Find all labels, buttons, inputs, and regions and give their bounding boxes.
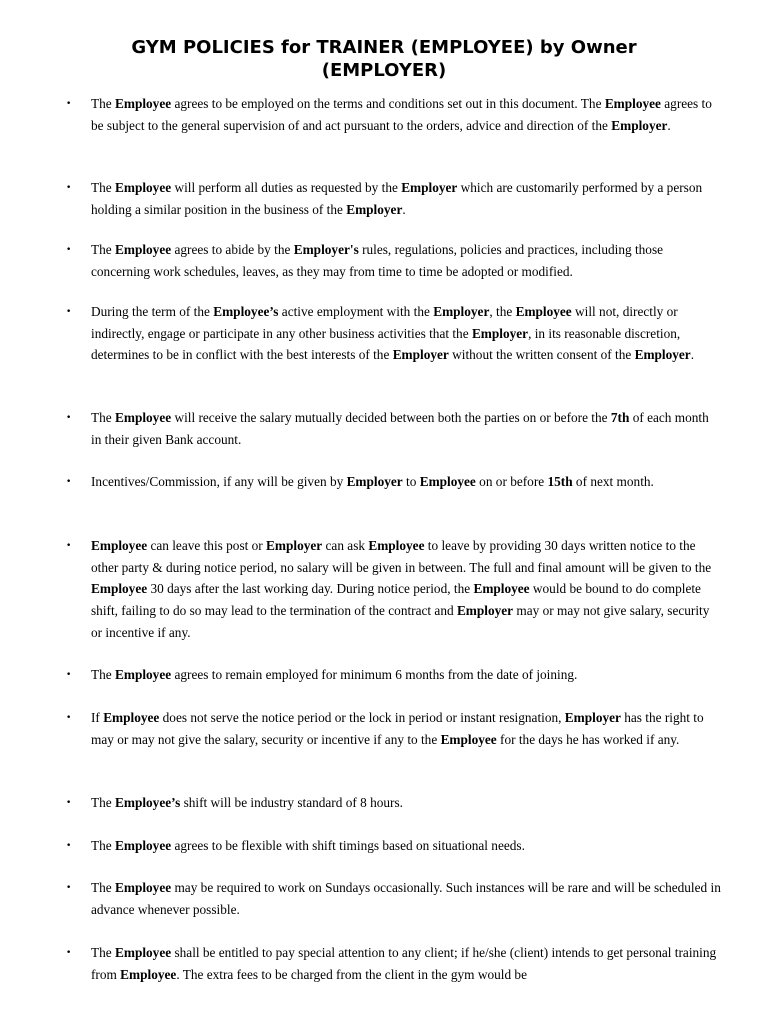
bullet-icon: • bbox=[66, 541, 72, 551]
bullet-icon: • bbox=[66, 245, 72, 255]
bold-term: Employee bbox=[368, 538, 425, 553]
bold-term: Employer bbox=[611, 117, 668, 133]
text-run: agrees to be employed on the terms and conditions set out in this document. The bbox=[171, 96, 605, 111]
bullet-icon: • bbox=[66, 670, 72, 680]
bold-term: Employer bbox=[346, 474, 403, 489]
bullet-icon: • bbox=[66, 413, 72, 423]
text-run: , in its reasonable discretion, determines to be in conflict with the best interests of the bbox=[91, 325, 681, 363]
bold-term: Employer bbox=[392, 347, 449, 363]
text-run: active employment with the bbox=[278, 304, 434, 319]
text-run: on or before bbox=[475, 474, 548, 489]
policy-rules-and-regulations bbox=[91, 239, 721, 282]
bold-term: Employee bbox=[120, 966, 177, 982]
bold-term: Employer bbox=[471, 325, 529, 341]
bold-term: Employer's bbox=[293, 242, 359, 257]
text-run: The bbox=[91, 242, 115, 257]
text-run: The bbox=[91, 945, 115, 960]
bold-term: Employee bbox=[115, 180, 172, 195]
text-run: agrees to remain employed for minimum 6 months from the date of joining. bbox=[171, 667, 578, 682]
bold-term: Employee bbox=[115, 242, 172, 257]
bold-term: Employer bbox=[346, 201, 403, 217]
text-run: The bbox=[91, 838, 115, 853]
text-run: If bbox=[91, 710, 104, 725]
text-run: will perform all duties as requested by the bbox=[171, 180, 402, 195]
bold-term: Employee’s bbox=[213, 304, 279, 319]
text-run: shall be entitled to pay special attention to any client; if he/she (client) intends to get personal training from bbox=[91, 945, 717, 982]
bold-term: Employee bbox=[115, 410, 172, 425]
policy-incentives bbox=[91, 471, 721, 493]
text-run: Incentives/Commission, if any will be given by bbox=[91, 474, 347, 489]
text-run: will receive the salary mutually decided between both the parties on or before the bbox=[171, 410, 611, 425]
bold-term: Employee bbox=[115, 945, 172, 960]
bold-term: Employer bbox=[401, 180, 458, 195]
bullet-icon: • bbox=[66, 948, 72, 958]
text-run: may be required to work on Sundays occasionally. Such instances will be rare and will be scheduled in advance whenever possible. bbox=[91, 880, 721, 917]
text-run: . The extra fees to be charged from the client in the gym would be bbox=[176, 966, 527, 982]
text-run: agrees to abide by the bbox=[171, 242, 294, 257]
bold-term: Employee bbox=[515, 304, 572, 319]
bold-term: Employee bbox=[91, 538, 148, 553]
bullet-icon: • bbox=[66, 713, 72, 723]
policy-sundays bbox=[91, 877, 721, 920]
bold-term: Employee bbox=[115, 667, 172, 682]
text-run: 30 days after the last working day. During notice period, the bbox=[147, 581, 474, 597]
bold-term: Employee bbox=[440, 731, 497, 747]
document-title: GYM POLICIES for TRAINER (EMPLOYEE) by Owner (EMPLOYER) bbox=[131, 37, 637, 81]
bold-term: Employee bbox=[419, 474, 476, 489]
text-run: . bbox=[690, 347, 695, 363]
bullet-icon: • bbox=[66, 307, 72, 317]
bold-term: 15th bbox=[547, 474, 573, 489]
bold-term: Employee bbox=[103, 710, 160, 725]
bold-term: Employee bbox=[473, 581, 530, 597]
bullet-icon: • bbox=[66, 841, 72, 851]
text-run: can ask bbox=[322, 538, 369, 553]
policy-duties bbox=[91, 177, 721, 220]
text-run: During the term of the bbox=[91, 304, 214, 319]
bold-term: Employee’s bbox=[115, 795, 181, 810]
text-run: has the right to may or may not give the salary, security or incentive if any to the bbox=[91, 710, 704, 747]
text-run: can leave this post or bbox=[147, 538, 267, 553]
text-run: The bbox=[91, 410, 115, 425]
text-run: agrees to be subject to the general supervision of and act pursuant to the orders, advice and direction of the bbox=[91, 96, 712, 133]
policy-lock-in bbox=[91, 707, 721, 750]
text-run: The bbox=[91, 880, 115, 895]
policy-personal-training bbox=[91, 942, 721, 985]
text-run: . bbox=[402, 201, 406, 217]
bold-term: Employee bbox=[115, 880, 172, 895]
policy-conflict-of-interest bbox=[91, 301, 721, 366]
policy-shift-hours bbox=[91, 792, 721, 814]
bullet-icon: • bbox=[66, 798, 72, 808]
bold-term: 7th bbox=[610, 410, 630, 425]
text-run: does not serve the notice period or the lock in period or instant resignation, bbox=[159, 710, 565, 725]
text-run: , the bbox=[489, 304, 516, 319]
policy-flexible-timings bbox=[91, 835, 721, 857]
bold-term: Employee bbox=[115, 96, 172, 111]
text-run: to leave by providing 30 days written notice to the other party & during notice period, no salary will be given in between. The full and final amount will be given to the bbox=[91, 538, 712, 575]
text-run: The bbox=[91, 180, 115, 195]
bold-term: Employer bbox=[456, 603, 514, 619]
bold-term: Employee bbox=[115, 838, 172, 853]
bullet-icon: • bbox=[66, 183, 72, 193]
policy-notice-period bbox=[91, 535, 721, 644]
text-run: which are customarily performed by a person holding a similar position in the business of the bbox=[91, 180, 703, 217]
text-run: rules, regulations, policies and practices, including those concerning work schedules, leaves, as they may from time to time be adopted or modified. bbox=[91, 242, 664, 279]
bold-term: Employer bbox=[634, 347, 691, 363]
text-run: The bbox=[91, 795, 115, 810]
text-run: The bbox=[91, 96, 115, 111]
text-run: . bbox=[667, 117, 671, 133]
text-run: shift will be industry standard of 8 hours. bbox=[180, 795, 403, 810]
text-run: of next month. bbox=[572, 474, 654, 489]
text-run: for the days he has worked if any. bbox=[496, 731, 680, 747]
text-run: agrees to be flexible with shift timings based on situational needs. bbox=[171, 838, 525, 853]
bold-term: Employee bbox=[91, 581, 148, 597]
text-run: of each month in their given Bank account. bbox=[91, 410, 709, 447]
bold-term: Employer bbox=[266, 538, 323, 553]
policy-minimum-tenure bbox=[91, 664, 721, 686]
text-run: will not, directly or indirectly, engage or participate in any other business activities that the bbox=[91, 304, 678, 341]
policy-terms-and-supervision bbox=[91, 93, 721, 136]
bold-term: Employer bbox=[433, 304, 490, 319]
text-run: would be bound to do complete shift, failing to do so may lead to the termination of the contract and bbox=[91, 581, 701, 619]
text-run: may or may not give salary, security or incentive if any. bbox=[91, 603, 710, 640]
text-run: without the written consent of the bbox=[448, 347, 635, 363]
bold-term: Employer bbox=[564, 710, 621, 725]
policy-salary bbox=[91, 407, 721, 450]
text-run: to bbox=[402, 474, 420, 489]
bullet-icon: • bbox=[66, 99, 72, 109]
text-run: The bbox=[91, 667, 115, 682]
bullet-icon: • bbox=[66, 883, 72, 893]
bold-term: Employee bbox=[604, 96, 661, 111]
bullet-icon: • bbox=[66, 477, 72, 487]
